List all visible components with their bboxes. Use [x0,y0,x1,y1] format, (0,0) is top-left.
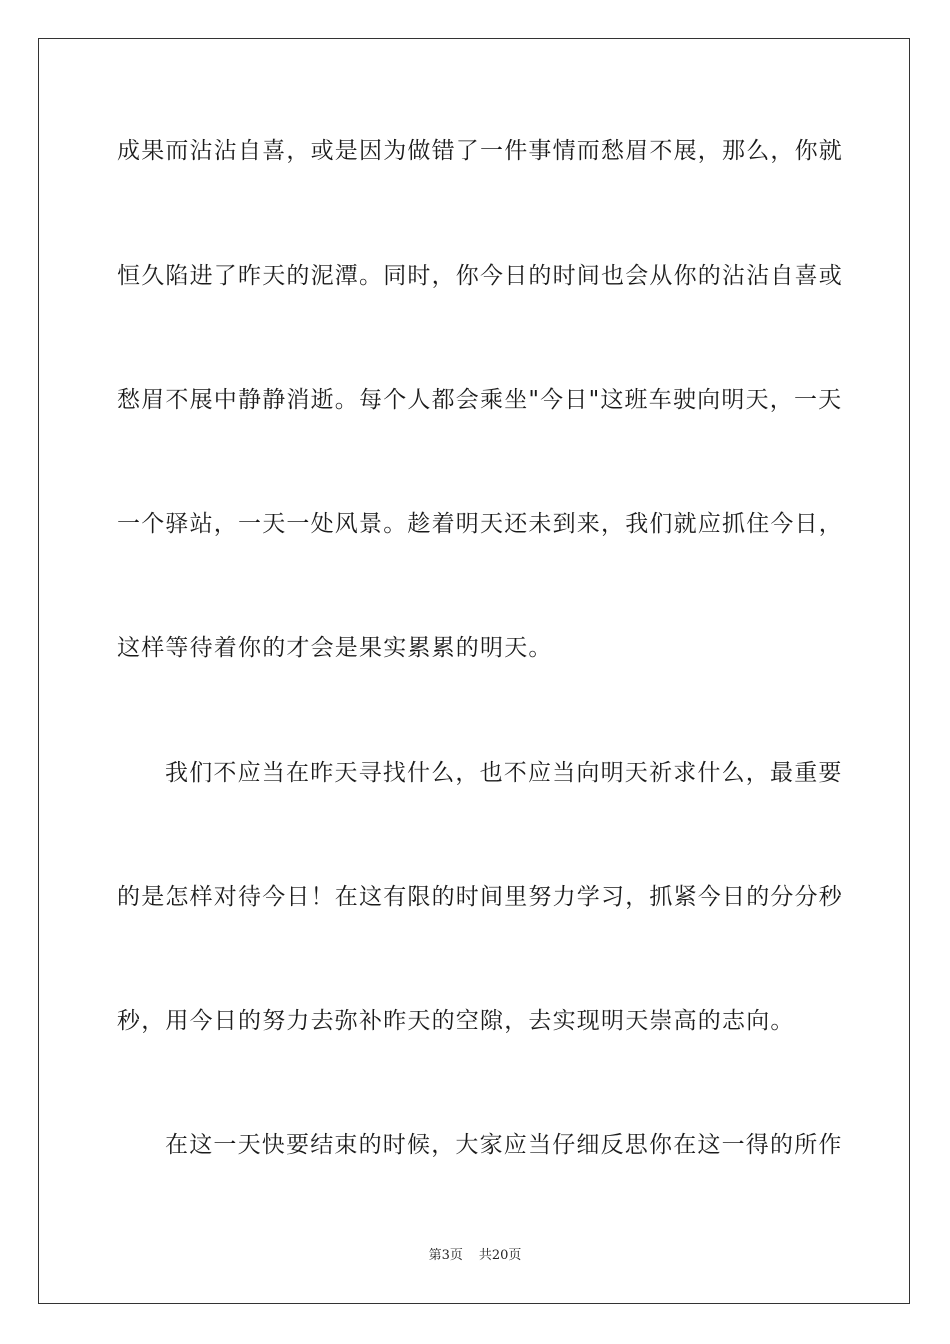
body-line-3: 愁眉不展中静静消逝。每个人都会乘坐"今日"这班车驶向明天，一天 [117,387,843,413]
page-border [38,38,910,1304]
page-footer [0,1247,950,1265]
body-line-5: 这样等待着你的才会是果实累累的明天。 [117,635,553,661]
page-total: 共20页 [478,1248,522,1263]
body-line-6: 我们不应当在昨天寻找什么，也不应当向明天祈求什么，最重要 [165,760,843,786]
body-line-1: 成果而沾沾自喜，或是因为做错了一件事情而愁眉不展，那么，你就 [117,138,843,164]
body-line-7: 的是怎样对待今日！在这有限的时间里努力学习，抓紧今日的分分秒 [117,884,843,910]
body-line-9: 在这一天快要结束的时候，大家应当仔细反思你在这一得的所作 [165,1132,843,1158]
body-line-4: 一个驿站，一天一处风景。趁着明天还未到来，我们就应抓住今日， [117,511,843,537]
page-number: 第3页 [428,1248,463,1263]
body-line-2: 恒久陷进了昨天的泥潭。同时，你今日的时间也会从你的沾沾自喜或 [117,263,843,289]
body-line-8: 秒，用今日的努力去弥补昨天的空隙，去实现明天崇高的志向。 [117,1008,795,1034]
